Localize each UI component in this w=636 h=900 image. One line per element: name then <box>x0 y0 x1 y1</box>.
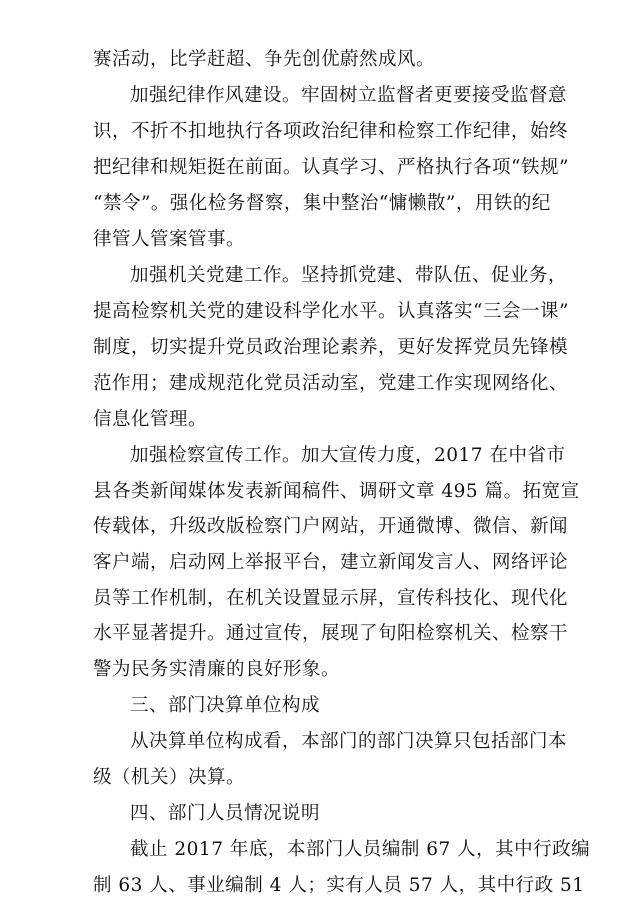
text-line: 加强纪律作风建设。牢固树立监督者更要接受监督意 <box>130 85 568 106</box>
text-line: 信息化管理。 <box>93 409 208 430</box>
section-heading: 四、部门人员情况说明 <box>130 803 321 824</box>
text-line: 加强机关党建工作。坚持抓党建、带队伍、促业务， <box>130 265 568 286</box>
text-line: 制度，切实提升党员政治理论素养，更好发挥党员先锋模 <box>93 337 569 358</box>
text-line: 截止 2017 年底，本部门人员编制 67 人，其中行政编 <box>130 839 591 860</box>
text-line: 加强检察宣传工作。加大宣传力度，2017 在中省市 <box>130 445 566 466</box>
text-line: “禁令”。强化检务督察，集中整治“慵懒散”，用铁的纪 <box>93 193 551 214</box>
text-line: 县各类新闻媒体发表新闻稿件、调研文章 495 篇。拓宽宣 <box>93 481 580 502</box>
text-line: 水平显著提升。通过宣传，展现了旬阳检察机关、检察干 <box>93 623 569 644</box>
section-heading: 三、部门决算单位构成 <box>130 695 321 716</box>
text-line: 赛活动，比学赶超、争先创优蔚然成风。 <box>93 49 436 70</box>
text-line: 律管人管案管事。 <box>93 229 246 250</box>
text-line: 员等工作机制，在机关设置显示屏，宣传科技化、现代化 <box>93 588 569 609</box>
text-line: 警为民务实清廉的良好形象。 <box>93 659 341 680</box>
text-line: 客户端，启动网上举报平台，建立新闻发言人、网络评论 <box>93 552 569 573</box>
text-line: 把纪律和规矩挺在前面。认真学习、严格执行各项“铁规” <box>93 157 569 178</box>
text-line: 级（机关）决算。 <box>93 767 246 788</box>
text-line: 从决算单位构成看，本部门的部门决算只包括部门本 <box>130 731 568 752</box>
text-line: 传载体，升级改版检察门户网站，开通微博、微信、新闻 <box>93 516 569 537</box>
text-line: 提高检察机关党的建设科学化水平。认真落实“三会一课” <box>93 301 569 322</box>
text-line: 范作用；建成规范化党员活动室，党建工作实现网络化、 <box>93 373 569 394</box>
text-line: 识，不折不扣地执行各项政治纪律和检察工作纪律，始终 <box>93 121 569 142</box>
text-line: 制 63 人、事业编制 4 人；实有人员 57 人，其中行政 51 <box>93 875 585 896</box>
